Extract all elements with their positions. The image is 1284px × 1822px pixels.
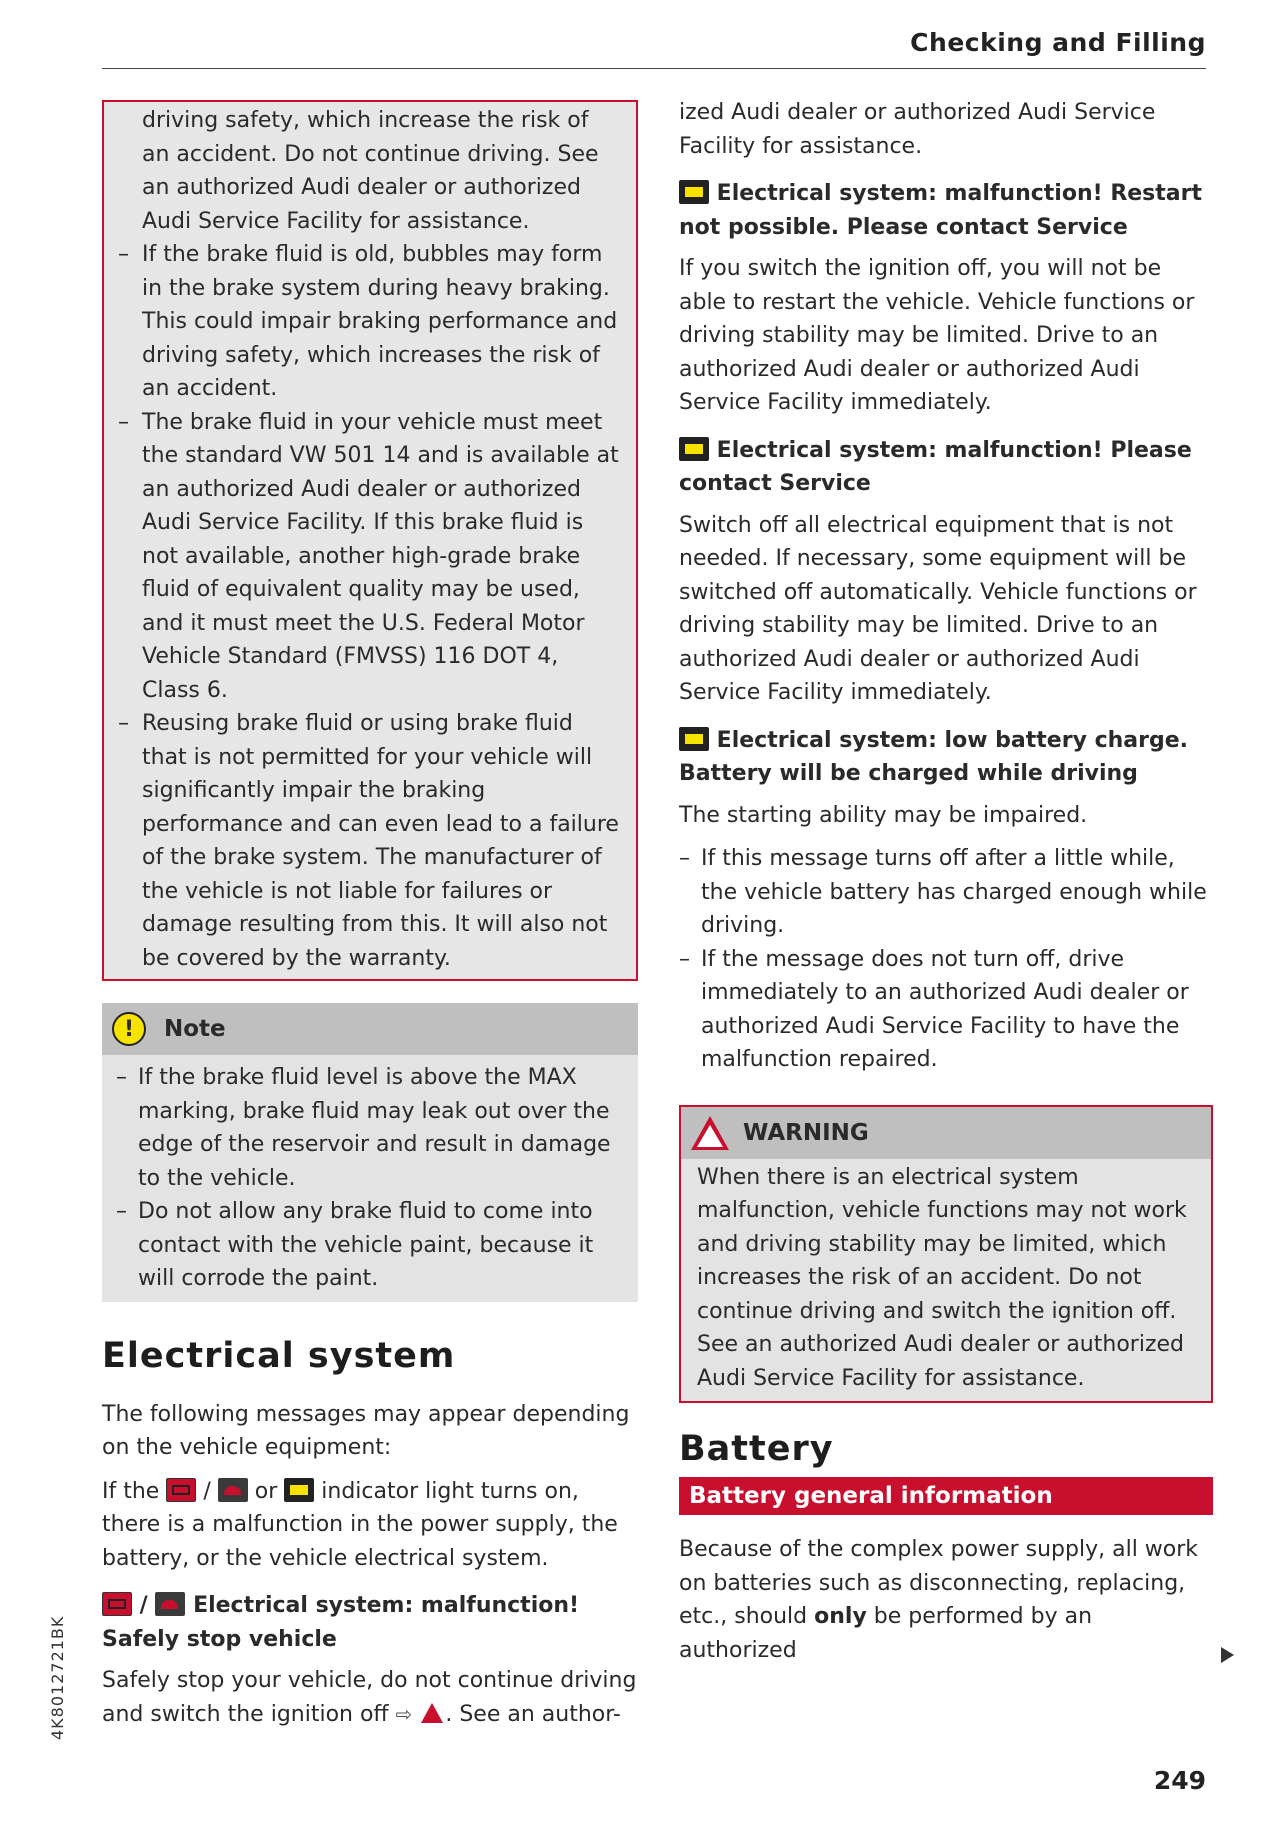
left-column [102, 100, 638, 1731]
section-title-battery: Battery [679, 1429, 834, 1469]
message-body: Switch off all electrical equipment that is not needed. If necessary, some equipment will be switched off automatically. Vehicle functions or driving stability may be limited. Drive to an authorized Audi dealer or authorized Audi Service Facility immediately. [679, 512, 1197, 705]
note-title: Note [164, 1016, 226, 1042]
warning-box [679, 1105, 1213, 1404]
list-item: – If the brake fluid is old, bubbles may form in the brake system during heavy braking. This could impair braking performance and driving safety, which increases the risk of an accident. [118, 238, 622, 406]
note-header [102, 1003, 638, 1055]
electrical-intro: The following messages may appear depending on the vehicle equipment: [102, 1401, 630, 1460]
arrow-right-icon: ⇨ [395, 1701, 413, 1726]
battery-yellow-indicator-icon [679, 180, 709, 204]
page-header-title: Checking and Filling [910, 28, 1206, 57]
warning-text: When there is an electrical system malfunction, vehicle functions may not work and driving stability may be limited, which increases the risk of an accident. Do not continue driving and switch the ignition off. See an authorized Audi dealer or authorized Audi Service Facility for assistance. [697, 1164, 1187, 1391]
right-column [679, 96, 1213, 1667]
message-body: The starting ability may be impaired. [679, 802, 1088, 828]
message-body: If you switch the ignition off, you will not be able to restart the vehicle. Vehicle functions or driving stability may be limited. Drive to an authorized Audi dealer or authorized Audi Service Facility immediately. [679, 256, 1195, 415]
warning-list [118, 238, 622, 975]
text-span: Electrical system: malfunction! Please contact Service [679, 437, 1192, 496]
list-item: – If this message turns off after a little while, the vehicle battery has charged enough while driving. [679, 842, 1213, 943]
message-heading [679, 434, 1213, 501]
warning-header [681, 1107, 1211, 1159]
battery-red-indicator-icon [102, 1592, 132, 1616]
warning-title: WARNING [743, 1119, 869, 1146]
battery-yellow-indicator-icon [679, 437, 709, 461]
text-span: Electrical system: malfunction! Restart not possible. Please contact Service [679, 181, 1203, 240]
brake-indicator-icon [218, 1478, 248, 1502]
continue-arrow-icon [1221, 1647, 1234, 1663]
list-item: – Do not allow any brake fluid to come into contact with the vehicle paint, because it will corrode the paint. [116, 1195, 624, 1296]
list-item: – The brake fluid in your vehicle must meet the standard VW 501 14 and is available at an authorized Audi dealer or authorized Audi Service Facility. If this brake fluid is not available, another high-grade brake fluid of equivalent quality may be used, and it must meet the U.S. Federal Motor Vehicle Standard (FMVSS) 116 DOT 4, Class 6. [118, 406, 622, 708]
message-heading [679, 177, 1213, 244]
battery-yellow-indicator-icon [284, 1478, 314, 1502]
text-span: indicator light turns on, there is a malfunction in the power supply, the battery, or the vehicle electrical system. [102, 1478, 618, 1571]
note-box [102, 1003, 638, 1302]
page-number: 249 [1153, 1766, 1206, 1795]
continuation-text: ized Audi dealer or authorized Audi Service Facility for assistance. [679, 100, 1156, 159]
list-item: – Reusing brake fluid or using brake fluid that is not permitted for your vehicle will significantly impair the braking performance and can even lead to a failure of the brake system. The manufacturer of the vehicle is not liable for failures or damage resulting from this. It will also not be covered by the warranty. [118, 707, 622, 975]
text-span: Because of the complex power supply, all work on batteries such as disconnecting, replacing, etc., should [679, 1537, 1199, 1629]
text-span: . See an author- [445, 1701, 621, 1727]
text-span: Electrical system: low battery charge. Battery will be charged while driving [679, 727, 1189, 786]
warning-body [681, 1159, 1211, 1402]
battery-body [679, 1533, 1213, 1667]
message-heading [102, 1589, 638, 1656]
message-body [102, 1664, 638, 1731]
battery-yellow-indicator-icon [679, 727, 709, 751]
message-heading [679, 724, 1213, 791]
brake-indicator-icon [155, 1592, 185, 1616]
message-list [679, 842, 1213, 1077]
warning-triangle-icon [691, 1116, 729, 1150]
text-span: If the [102, 1478, 160, 1504]
warning-lead-text: driving safety, which increase the risk of an accident. Do not continue driving. See an authorized Audi dealer or authorized Audi Service Facility for assistance. [142, 108, 599, 234]
document-code: 4K8012721BK [48, 1615, 67, 1740]
battery-red-indicator-icon [166, 1478, 196, 1502]
list-item: – If the message does not turn off, drive immediately to an authorized Audi dealer or authorized Audi Service Facility to have the malfunction repaired. [679, 943, 1213, 1077]
subsection-bar: Battery general information [679, 1477, 1213, 1515]
exclamation-icon: ! [112, 1012, 146, 1046]
text-span: / [203, 1478, 211, 1504]
text-span: Safely stop your vehicle, do not continue driving and switch the ignition off [102, 1668, 637, 1727]
bold-span: only [814, 1604, 867, 1629]
section-title-electrical: Electrical system [102, 1335, 456, 1376]
text-span: or [254, 1478, 278, 1504]
text-span: / [139, 1593, 148, 1618]
text-span: be performed by an authorized [679, 1604, 1093, 1663]
note-list [102, 1055, 638, 1296]
header-rule [102, 68, 1206, 69]
warning-triangle-icon [421, 1703, 443, 1723]
indicator-paragraph [102, 1475, 638, 1576]
list-item: – If the brake fluid level is above the MAX marking, brake fluid may leak out over the edge of the reservoir and result in damage to the vehicle. [116, 1061, 624, 1195]
brake-warning-continuation [102, 100, 638, 981]
text-span: Electrical system: malfunction! Safely stop vehicle [102, 1593, 580, 1652]
